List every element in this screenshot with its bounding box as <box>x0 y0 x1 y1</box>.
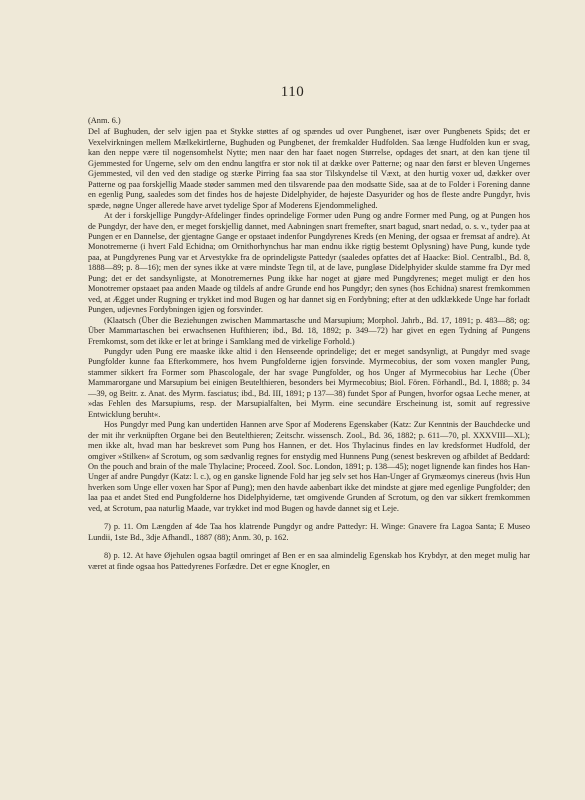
paragraph: Hos Pungdyr med Pung kan undertiden Hannen arve Spor af Moderens Egenskaber (Katz: Zur Kenntnis der Bauchdecke und der mit ihr verknüpften Organe bei den Beutelthieren; Zeitschr. wissensch. Zool., Bd. 36, 1882; p. 611—70, pl. XXXVIII—XL); men ikke alt, hvad man har beskrevet som Pung hos Hannen, er det. Hos Thylacinus findes en lav kredsformet Hudfold, der omgiver »Stilken« af Scrotum, og som sædvanlig regnes for enstydig med Hunnens Pung (senest beskreven og afbildet af Beddard: On the pouch and brain of the male Thylacine; Proceed. Zool. Soc. London, 1891; p. 138—45); noget lignende kan findes hos Han-Unger af andre Pungdyr (Katz: l. c.), og en ganske lignende Fold har jeg selv set hos Han-Unger af Grymæomys cinereus (hvis Hun hverken som Unge eller voxen har Spor af Pung); men den havde aabenbart ikke det mindste at gjøre med egenlige Pungfolder; den laa paa et andet Sted end Pungfolderne hos Didelphyiderne, tæt omgivende Grunden af Scrotum, og den var sikkert fremkommen ved, at Scrotum, paa naturlig Maade, var trykket ind mod Bugen og havde dannet sig et Leje. <box>88 420 530 513</box>
page-number: 110 <box>280 84 305 100</box>
footnote-7 <box>88 522 530 543</box>
paragraph: Del af Bughuden, der selv igjen paa et Stykke støttes af og spændes ud over Pungbenet, især over Pungbenets Spids; det er Vexelvirkningen mellem Mælkekirtlerne, Bughuden og Pungbenet, der fremkalder Hudfolden. Saa længe Hudfolden kun er svag, kan den neppe være til nogensomhelst Nytte; men naar den har faaet nogen Størrelse, opdages det snart, at den kan tjene til Gjemmested for Ungerne, selv om den endnu langtfra er stor nok til at dække over Patterne; og naar den først er bleven Ungernes Gjemmested, vil den ved den stadige og stærke Pirring faa saa stor Tilskyndelse til Væxt, at den hurtig voxer ud, dækker over Patterne og paa forskjellig Maade støder sammen med den tilsvarende paa den modsatte Side, saa at de to Folder i Forening danne en egenlig Pung, saaledes som det findes hos de højeste Didelphyider, de højeste Dasyurider og hos de fleste andre Pungdyr, hvis spæde, nøgne Unger allerede have arvet tydelige Spor af Moderens Ejendommelighed. <box>88 127 530 210</box>
paragraph: At der i forskjellige Pungdyr-Afdelinger findes oprindelige Former uden Pung og andre Former med Pung, og at Pungen hos de Pungdyr, der have den, er meget forskjellig dannet, med Aabningen snart fremefter, snart bagud, snart nedad, o. s. v., tyder paa at Pungen er en Dannelse, der gjentagne Gange er opstaaet indenfor Pungdyrenes Kreds (en Mening, der ogsaa er fremsat af andre). At Monotremerne (i hvert Fald Echidna; om Ornithorhynchus har man endnu ikke rigtig bestemt Oplysning) have Pung, kunde tyde paa, at Pungdyrenes Pung var et Arvestykke fra de oprindeligste Pattedyr (saaledes opfattes det af Haacke: Biol. Centralbl., Bd. 8, 1888—89; p. 8—16); men der synes ikke at være mindste Tegn til, at de lave, pungløse Didelphyider skulde stamme fra Dyr med Pung; det er det sandsynligste, at Monotremernes Pung ikke har noget at gjøre med Pungdyrenes; meget muligt er den hos Monotremer opstaaet paa anden Maade og tildels af andre Grunde end hos Pungdyr; den synes (hos Echidna) snarest fremkommen ved, at Ægget under Rugning er trykket ind mod Bugen og har dannet sig en Fordybning; efter at den udklækkede Unge har forladt Pungen, udjevnes Fordybningen igjen og forsvinder. <box>88 211 530 315</box>
note-text: 7) p. 11. Om Længden af 4de Taa hos klatrende Pungdyr og andre Pattedyr: H. Winge: Gnavere fra Lagoa Santa; E Museo Lundii, 1ste Bd., 3dje Afhandl., 1887 (88); Anm. 30, p. 162. <box>88 522 530 542</box>
annotation-label: (Anm. 6.) <box>88 116 121 125</box>
body-text <box>88 116 530 572</box>
paragraph: (Klaatsch (Über die Beziehungen zwischen Mammartasche und Marsupium; Morphol. Jahrb., Bd. 17, 1891; p. 483—88; og: Über Mammartaschen bei erwachsenen Hufthieren; ibd., Bd. 18, 1892; p. 349—72) har givet en egen Tydning af Pungens Fremkomst, som det ikke er let at bringe i Samklang med de virkelige Forhold.) <box>88 315 530 346</box>
note-text: 8) p. 12. At have Øjehulen ogsaa bagtil omringet af Ben er en saa almindelig Egenskab hos Krybdyr, at den meget mulig har været at finde ogsaa hos Pattedyrenes Forfædre. Det er egne Knogler, en <box>88 551 530 571</box>
footnote-8 <box>88 551 530 572</box>
paragraph: Pungdyr uden Pung ere maaske ikke altid i den Henseende oprindelige; det er meget sandsynligt, at Pungdyr med svage Pungfolder kunne faa Efterkommere, hos hvem Pungfolderne igjen forsvinde. Myrmecobius, der som voxen mangler Pung, stammer sikkert fra Former som Phascologale, der har svage Pungfolder, og hos Unger af Myrmecobius har Leche (Über Mammarorgane und Marsupium bei einigen Beutelthieren, besonders bei Myrmecobius; Biol. Fören. Förhandl., Bd. I, 1888; p. 34—39, og Beitr. z. Anat. des Myrm. fasciatus; ibd., Bd. III, 1891; p 137—38) fundet Spor af Pungen, hvorfor ogsaa Leche mener, at »das Fehlen des Marsupiums, resp. der Marsupialfalten, bei Myrm. eine secundäre Erscheinung ist, somit auf regressive Entwicklung beruht«. <box>88 346 530 419</box>
